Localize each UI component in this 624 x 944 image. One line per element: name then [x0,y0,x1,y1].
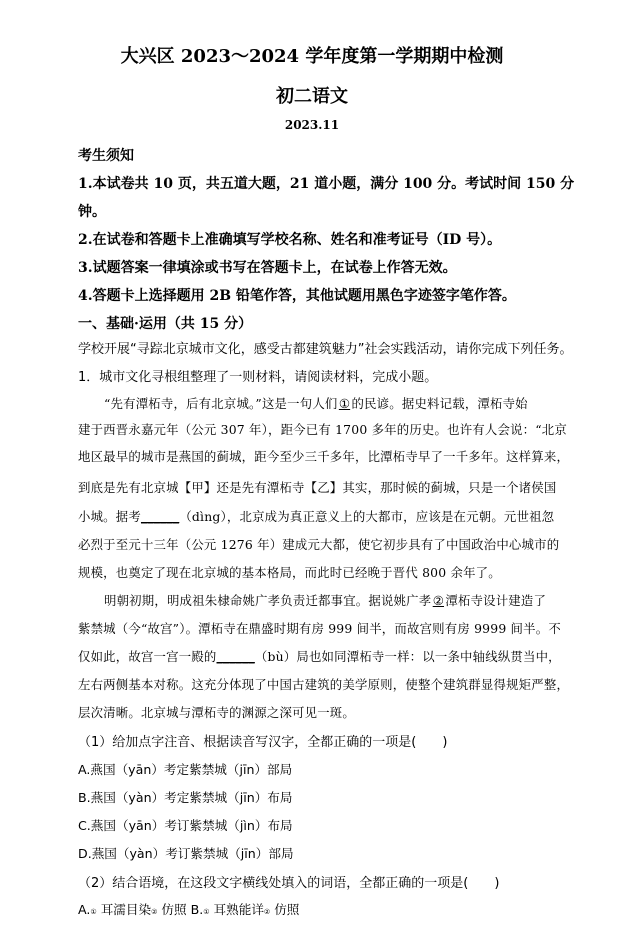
subject-title: 初二语文 [276,86,348,107]
option-d: D.燕国（yàn）考订紫禁城（jīn）部局 [78,846,294,861]
passage-text: （dìng），北京成为真正意义上的大都市，应该是在元朝。元世祖忽 [179,509,555,524]
notice-item-1-cont: 钟。 [78,204,106,220]
passage-line: 地区最早的城市是燕国的蓟城，距今至少三千多年，比潭柘寺早了一千多年。这样算来， [78,449,570,464]
notice-item-2: 2.在试卷和答题卡上准确填写学校名称、姓名和准考证号（ID 号）。 [78,232,502,248]
passage-line: 必烈于至元十三年（公元 1276 年）建成元大都，使它初步具有了中国政治中心城市的 [78,537,560,552]
blank-marker-2: ② [432,593,445,608]
passage-line: 建于西晋永嘉元年（公元 307 年），距今已有 1700 多年的历史。也许有人会说：“北京 [78,422,567,437]
question-1-1-stem: （1）给加点字注音、根据读音写汉字，全都正确的一项是( ) [78,735,448,750]
option-a-label: A. [78,902,91,917]
option-a-word-1: 耳濡目染 [100,902,152,917]
exam-date: 2023.11 [284,118,340,132]
passage-text: （bù）局也如同潭柘寺一样：以一条中轴线纵贯当中， [254,649,561,664]
passage-text: 的民谚。据史料记载，潭柘寺始 [351,396,528,411]
passage-text: 潭柘寺设计建造了 [445,593,547,608]
passage-line: 左右两侧基本对称。这充分体现了中国古建筑的美学原则，使整个建筑群显得规矩严整， [78,677,570,692]
notice-item-4: 4.答题卡上选择题用 2B 铅笔作答，其他试题用黑色字迹签字笔作答。 [78,288,516,304]
option-row [78,899,299,918]
passage-line [78,647,561,665]
question-1-stem: 1．城市文化寻根组整理了一则材料，请阅读材料，完成小题。 [78,370,438,385]
section-intro: 学校开展“寻踪北京城市文化，感受古都建筑魅力”社会实践活动，请你完成下列任务。 [78,342,573,357]
option-b-label: B. [190,902,204,917]
marker-1: ① [90,908,97,916]
notice-heading: 考生须知 [78,148,134,164]
notice-item-3: 3.试题答案一律填涂或书写在答题卡上，在试卷上作答无效。 [78,260,457,276]
marker-2: ② [263,908,271,916]
marker-2: ② [151,908,158,916]
passage-line: 紫禁城（今“故宫”）。潭柘寺在鼎盛时期有房 999 间半，而故宫则有房 9999 间半。不 [78,621,561,636]
option-a-word-2: 仿照 [161,902,187,917]
passage-line [78,507,554,525]
option-c: C.燕国（yān）考订紫禁城（jìn）布局 [78,818,293,833]
marker-1: ① [203,908,210,916]
passage-line: 层次清晰。北京城与潭柘寺的渊源之深可见一斑。 [78,705,355,720]
passage-line: 规模，也奠定了现在北京城的基本格局，而此时已经晚于晋代 800 余年了。 [78,565,501,580]
section-heading: 一、基础·运用（共 15 分） [78,316,253,332]
notice-item-1: 1.本试卷共 10 页，共五道大题，21 道小题，满分 100 分。考试时间 150 分 [78,176,575,192]
option-a: A.燕国（yān）考定紫禁城（jīn）部局 [78,762,293,777]
passage-line: 到底是先有北京城【甲】还是先有潭柘寺【乙】其实，那时候的蓟城，只是一个诸侯国 [78,480,557,495]
passage-text: 明朝初期，明成祖朱棣命姚广孝负责迁都事宜。据说姚广孝 [104,593,432,608]
option-b-word-1: 耳熟能详 [213,902,264,917]
fill-blank: ______ [140,509,180,524]
option-b: B.燕国（yàn）考定紫禁城（jīn）布局 [78,790,293,805]
passage-line [104,394,528,412]
passage-text: 小城。据考 [78,509,141,524]
question-1-2-stem: （2）结合语境，在这段文字横线处填入的词语，全都正确的一项是( ) [78,876,500,891]
passage-text: “先有潭柘寺，后有北京城。”这是一句人们 [104,396,338,411]
blank-marker-1: ① [338,396,351,411]
passage-line [104,591,546,609]
exam-title: 大兴区 2023～2024 学年度第一学期期中检测 [120,46,504,67]
passage-text: 仅如此，故宫一宫一殿的 [78,649,217,664]
option-b-word-2: 仿照 [274,902,300,917]
fill-blank: ______ [216,649,255,664]
